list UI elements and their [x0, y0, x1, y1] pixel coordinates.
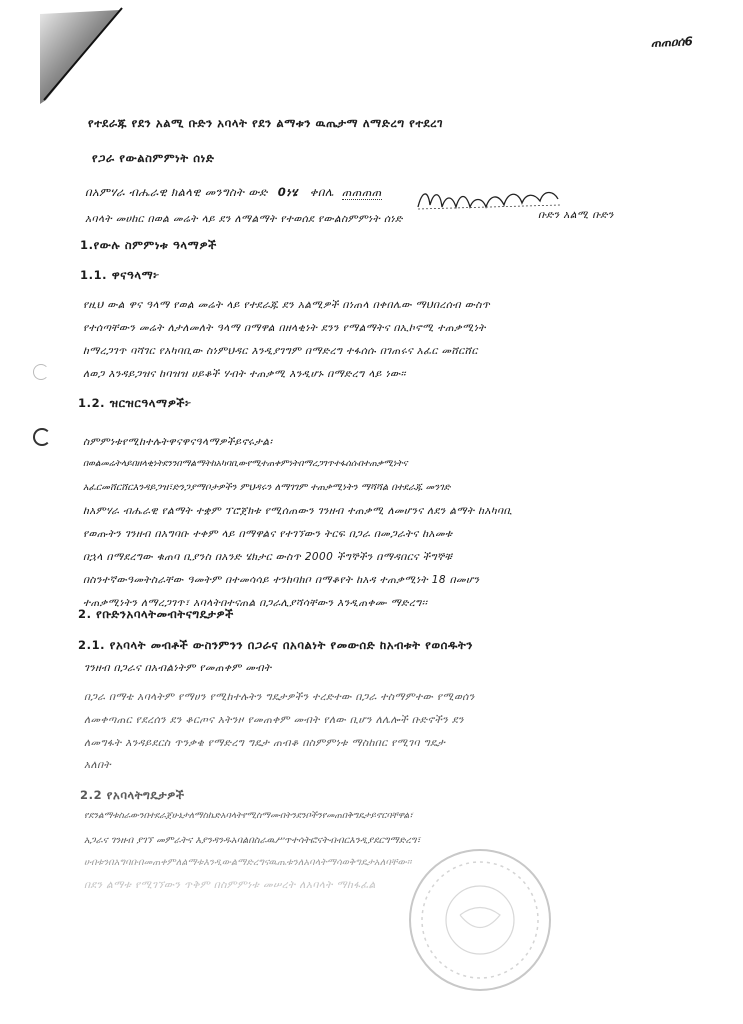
section-2-2-line: የደንልማቱስራውንበተደራጀሁኔታለማስኬድአባላትየሚስማሙበትንደንቦችንየመጠበቅግዴታይኖርባቸዋል፣	[84, 811, 413, 821]
section-1-2-line: የወጡትን ገንዘብ በአግባቡ ተቀም ላይ በማዋልና የተገኘውን ትርፍ በጋራ በመጋራትና ከአመቱ	[83, 528, 453, 540]
section-1-2-line: በኋላ በማደረግው ቁጠባ ቢያንስ በአንድ ሄክታር ውስጥ 2000 ችግኞችን በማዳበርና ችግኞቹ	[83, 551, 453, 563]
section-1-2-line: ስምምነቱየሚከተሉትዋናዋናዓላማዎችይኖሩታል፡	[83, 436, 273, 448]
punch-hole-mark	[33, 364, 49, 380]
intro-line-2: አባላት መሀከር በወል መሬት ላይ ደን ለማልማት የተወሰደ የውልስምምነት ሰነድ	[85, 213, 403, 225]
corner-handwritten-note: ጠጠዐሰ6	[650, 34, 694, 50]
section-1-2-line: አፈርመሸርሸርእንዳይጋዝ፣ድንጋያማቦታዎችን ምህዳሩን ለማገገም ተጠቃሚነትን ማሻሻል በተደራጁ መንገድ	[83, 482, 451, 493]
intro-filled-number: 0ነሄ	[277, 185, 298, 199]
section-2-2-heading: 2.2 የአባላትግዴታዎች	[80, 788, 185, 802]
section-1-2-line: በወልመሬትላይበዘላቂነትደንንበማልማትከአካባቢውየሚተጠቀምነትበማረጋገጥተፋሰሱበተጠቃሚነትና	[83, 459, 408, 469]
intro-prefix: በአምሃራ ብሔራዊ ክልላዊ መንግስት ውድ	[85, 185, 268, 199]
section-2-1-heading-line: ገንዘብ በጋራና በአብልነትም የመጠቀም መብት	[84, 662, 272, 674]
section-1-1-line: የዚህ ውል ዋና ዓላማ የወል መሬት ላይ የተደራጁ ደን አልሚዎች በነጠላ በቀበሌው ማህበረሰብ ውስጥ	[83, 299, 491, 311]
section-2-1-heading-line: 2.1. የአባላት መብቶች ውስንምንን በጋራና በአባልነት የመውሰድ ከአብቱት የወሰዱትን	[78, 638, 473, 652]
section-2-2-line: አጋራና ገንዘብ ያገኘ መምራትና እያንዳንዱአባልበስራዉሥጥተሳትፎናትብብርእንዲያደርግማድረግ፣	[84, 835, 421, 846]
section-1-2-line: ተጠቃሚነትን ለማረጋገጥ፣ አባላትበተናጠል በጋራሊያሻሳቸውን እንዲጠቀሙ ማድረግ፡፡	[83, 597, 428, 609]
section-1-2-line: በስንተኛውዓመትስራቸው ዓመትም በተመሳሳይ ተንከባክቦ በማቆየት ከአዳ ተጠቃሚነት 18 በመሆን	[83, 574, 480, 586]
section-1-1-heading: 1.1. ዋናዓላማ፦	[80, 268, 160, 282]
intro-line-2-tail: ቡድን አልሚ ቡድን	[538, 209, 614, 221]
section-2-heading: 2. የቡድንአባላትመብትናግዴታዎች	[78, 607, 234, 621]
section-1-1-line: ለወጋ እንዳይጋዝና ከባዝዝ ሀይቆች ሃብት ተጠቃሚ እንዲሆኑ በማድረግ ላይ ነው።	[83, 368, 406, 380]
section-2-1-line: አለበት	[84, 759, 112, 771]
intro-filled-name: ጠጠጠጠ	[341, 185, 382, 199]
document-subtitle: የጋራ የውልስምምነት ሰነድ	[92, 151, 215, 165]
faded-round-stamp	[400, 845, 560, 995]
intro-place-label: ቀበሌ	[309, 185, 334, 199]
section-2-2-line: በደን ልማቱ የሚገኘውን ጥቅም በስምምነቱ መሠረት ለአባላት ማከፋፈል	[84, 879, 376, 891]
section-2-1-line: ለመግፋት እንዳይደርስ ጥንቃቄ የማድረግ ግዴታ ጠብቆ በስምምነቱ ማስከበር የሚገባ ግዴታ	[84, 737, 446, 749]
section-2-1-line: ለመቀጣጠር የደረሰን ደን ቆርጦና አትንዞ የመጠቀም መብት የለው ቢሆን ለሌሎች ቡድኖችን ደን	[84, 714, 464, 726]
section-1-1-line: ከማረጋገጥ ባሻገር የአካባቢው ስነምህዳር እንዲያገግም በማድረግ ተፋሰሱ በገጠሩና አፈር መሸርሸር	[83, 345, 478, 357]
section-2-2-line: ሀብቱንበአግባቡበመጠቀምለልማቱእንዲውልማድረግናዉጤቱንለአባላትማሳወቅግዴታአለባቸው፡፡	[84, 857, 412, 868]
scan-edge-shadow	[0, 0, 130, 120]
punch-hole-mark	[33, 428, 51, 446]
section-1-2-heading: 1.2. ዝርዝርዓላማዎች፦	[78, 396, 192, 410]
section-1-heading: 1.የውሉ ስምምነቱ ዓላማዎች	[80, 238, 217, 252]
section-1-2-line: ከአምሃራ ብሔራዊ የልማት ተቋም ፕሮጀክቱ የሚሰጠውን ገንዘብ ተጠቃሚ ለመሆንና ለደን ልማት ከአካባቢ	[83, 505, 513, 517]
section-2-1-line: በጋራ በማቴ አባላትም የማሀን የሚከተሉትን ግዴታዎችን ተረድተው በጋራ ተስማምተው የሚወሰን	[84, 691, 475, 703]
section-1-1-line: የተሰጣቸውን መሬት ለታለመለት ዓላማ በማዋል በዘላቂነት ደንን የማልማትና በኢኮኖሚ ተጠቃሚነት	[83, 322, 486, 334]
document-title: የተደራጁ የደን አልሚ ቡድን አባላት የደን ልማቱን ዉጤታማ ለማድረግ የተደረገ	[88, 116, 444, 130]
